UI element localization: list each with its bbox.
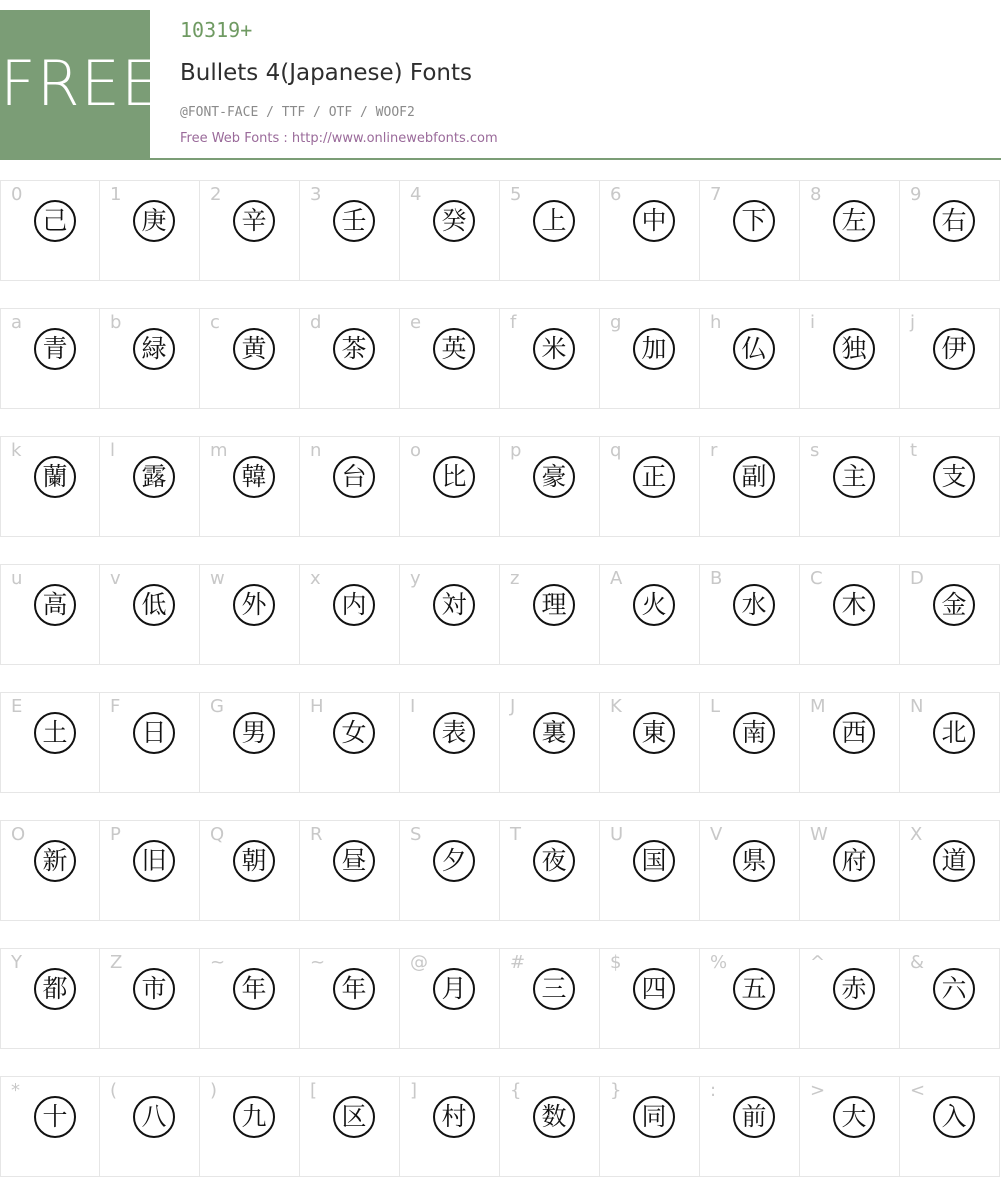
glyph-key-label: 2 (210, 184, 222, 205)
circled-glyph: 府 (833, 840, 875, 882)
glyph-cell[interactable] (200, 436, 300, 537)
glyph-cell[interactable] (500, 564, 600, 665)
circled-glyph: 表 (433, 712, 475, 754)
circled-glyph: 八 (133, 1096, 175, 1138)
circled-glyph: 道 (933, 840, 975, 882)
glyph-key-label: C (810, 568, 823, 589)
glyph-cell[interactable] (600, 692, 700, 793)
circled-glyph: 右 (933, 200, 975, 242)
glyph-key-label: Y (11, 952, 22, 973)
glyph-key-label: [ (310, 1080, 318, 1101)
glyph-cell[interactable] (700, 820, 800, 921)
glyph-key-label: v (110, 568, 121, 589)
glyph-cell[interactable] (300, 948, 400, 1049)
glyph-row (0, 180, 1001, 281)
glyph-key-label: u (11, 568, 23, 589)
glyph-cell[interactable] (800, 180, 900, 281)
circled-glyph: 南 (733, 712, 775, 754)
glyph-cell[interactable] (0, 564, 100, 665)
glyph-key-label: p (510, 440, 522, 461)
circled-glyph: 蘭 (34, 456, 76, 498)
glyph-cell[interactable] (100, 692, 200, 793)
circled-glyph: 木 (833, 584, 875, 626)
circled-glyph: 年 (333, 968, 375, 1010)
glyph-cell[interactable] (200, 948, 300, 1049)
glyph-cell[interactable] (200, 308, 300, 409)
glyph-cell[interactable] (100, 308, 200, 409)
circled-glyph: 数 (533, 1096, 575, 1138)
glyph-cell[interactable] (100, 436, 200, 537)
circled-glyph: 新 (34, 840, 76, 882)
glyph-key-label: 8 (810, 184, 822, 205)
glyph-cell[interactable] (600, 564, 700, 665)
circled-glyph: 露 (133, 456, 175, 498)
glyph-cell[interactable] (800, 948, 900, 1049)
glyph-key-label: & (910, 952, 925, 973)
glyph-cell[interactable] (200, 1076, 300, 1177)
circled-glyph: 市 (133, 968, 175, 1010)
circled-glyph: 副 (733, 456, 775, 498)
circled-glyph: 上 (533, 200, 575, 242)
page-header (0, 0, 1001, 160)
glyph-key-label: h (710, 312, 722, 333)
glyph-cell[interactable] (200, 820, 300, 921)
glyph-key-label: A (610, 568, 623, 589)
circled-glyph: 年 (233, 968, 275, 1010)
glyph-key-label: R (310, 824, 323, 845)
site-link[interactable]: Free Web Fonts : http://www.onlinewebfonts.com (180, 131, 498, 146)
font-formats: @FONT-FACE / TTF / OTF / WOOF2 (180, 105, 415, 120)
glyph-cell[interactable] (700, 692, 800, 793)
font-id: 10319+ (180, 18, 253, 42)
glyph-cell[interactable] (900, 820, 1000, 921)
glyph-cell[interactable] (900, 948, 1000, 1049)
glyph-cell[interactable] (200, 692, 300, 793)
glyph-key-label: 3 (310, 184, 322, 205)
glyph-key-label: m (210, 440, 228, 461)
glyph-key-label: n (310, 440, 322, 461)
glyph-key-label: ~ (310, 952, 326, 973)
circled-glyph: 左 (833, 200, 875, 242)
circled-glyph: 月 (433, 968, 475, 1010)
glyph-cell[interactable] (800, 308, 900, 409)
glyph-cell[interactable] (900, 308, 1000, 409)
glyph-cell[interactable] (800, 692, 900, 793)
header-divider (0, 158, 1001, 160)
circled-glyph: 村 (433, 1096, 475, 1138)
circled-glyph: 低 (133, 584, 175, 626)
circled-glyph: 金 (933, 584, 975, 626)
glyph-key-label: k (11, 440, 22, 461)
glyph-key-label: P (110, 824, 121, 845)
glyph-cell[interactable] (200, 180, 300, 281)
circled-glyph: 庚 (133, 200, 175, 242)
glyph-cell[interactable] (400, 308, 500, 409)
glyph-key-label: * (11, 1080, 20, 1101)
circled-glyph: 入 (933, 1096, 975, 1138)
glyph-cell[interactable] (900, 564, 1000, 665)
glyph-cell[interactable] (900, 436, 1000, 537)
glyph-row (0, 1076, 1001, 1177)
glyph-key-label: N (910, 696, 924, 717)
glyph-key-label: ^ (810, 952, 826, 973)
font-title[interactable]: Bullets 4(Japanese) Fonts (180, 60, 472, 86)
glyph-key-label: ) (210, 1080, 218, 1101)
glyph-cell[interactable] (700, 436, 800, 537)
circled-glyph: 土 (34, 712, 76, 754)
glyph-cell[interactable] (400, 436, 500, 537)
circled-glyph: 壬 (333, 200, 375, 242)
glyph-key-label: S (410, 824, 422, 845)
glyph-cell[interactable] (0, 436, 100, 537)
circled-glyph: 加 (633, 328, 675, 370)
glyph-cell[interactable] (600, 436, 700, 537)
glyph-key-label: g (610, 312, 622, 333)
glyph-key-label: V (710, 824, 723, 845)
glyph-cell[interactable] (600, 948, 700, 1049)
glyph-key-label: % (710, 952, 728, 973)
glyph-key-label: : (710, 1080, 717, 1101)
glyph-cell[interactable] (0, 180, 100, 281)
glyph-cell[interactable] (400, 692, 500, 793)
glyph-row (0, 948, 1001, 1049)
glyph-key-label: y (410, 568, 421, 589)
circled-glyph: 六 (933, 968, 975, 1010)
circled-glyph: 五 (733, 968, 775, 1010)
glyph-key-label: O (11, 824, 26, 845)
glyph-cell[interactable] (400, 1076, 500, 1177)
glyph-key-label: L (710, 696, 721, 717)
glyph-key-label: H (310, 696, 324, 717)
circled-glyph: 赤 (833, 968, 875, 1010)
circled-glyph: 正 (633, 456, 675, 498)
glyph-key-label: q (610, 440, 622, 461)
glyph-row (0, 436, 1001, 537)
glyph-cell[interactable] (600, 820, 700, 921)
circled-glyph: 外 (233, 584, 275, 626)
circled-glyph: 英 (433, 328, 475, 370)
glyph-cell[interactable] (600, 308, 700, 409)
glyph-cell[interactable] (800, 436, 900, 537)
circled-glyph: 仏 (733, 328, 775, 370)
circled-glyph: 主 (833, 456, 875, 498)
circled-glyph: 台 (333, 456, 375, 498)
glyph-row (0, 308, 1001, 409)
circled-glyph: 高 (34, 584, 76, 626)
circled-glyph: 朝 (233, 840, 275, 882)
glyph-row (0, 820, 1001, 921)
glyph-cell[interactable] (400, 564, 500, 665)
glyph-key-label: f (510, 312, 517, 333)
glyph-key-label: Q (210, 824, 225, 845)
glyph-cell[interactable] (900, 1076, 1000, 1177)
glyph-key-label: w (210, 568, 225, 589)
circled-glyph: 女 (333, 712, 375, 754)
glyph-cell[interactable] (700, 180, 800, 281)
circled-glyph: 昼 (333, 840, 375, 882)
glyph-key-label: b (110, 312, 122, 333)
circled-glyph: 北 (933, 712, 975, 754)
glyph-cell[interactable] (600, 180, 700, 281)
free-badge: FREE (0, 10, 150, 158)
glyph-key-label: X (910, 824, 923, 845)
glyph-cell[interactable] (500, 436, 600, 537)
glyph-cell[interactable] (0, 1076, 100, 1177)
glyph-cell[interactable] (0, 308, 100, 409)
glyph-key-label: z (510, 568, 520, 589)
glyph-key-label: K (610, 696, 622, 717)
glyph-row (0, 692, 1001, 793)
glyph-key-label: r (710, 440, 718, 461)
circled-glyph: 対 (433, 584, 475, 626)
glyph-cell[interactable] (200, 564, 300, 665)
glyph-cell[interactable] (100, 564, 200, 665)
circled-glyph: 茶 (333, 328, 375, 370)
glyph-key-label: D (910, 568, 924, 589)
circled-glyph: 夕 (433, 840, 475, 882)
glyph-key-label: d (310, 312, 322, 333)
circled-glyph: 韓 (233, 456, 275, 498)
circled-glyph: 支 (933, 456, 975, 498)
glyph-cell[interactable] (100, 180, 200, 281)
circled-glyph: 夜 (533, 840, 575, 882)
glyph-cell[interactable] (400, 180, 500, 281)
glyph-key-label: x (310, 568, 321, 589)
circled-glyph: 九 (233, 1096, 275, 1138)
glyph-cell[interactable] (700, 564, 800, 665)
glyph-key-label: U (610, 824, 624, 845)
glyph-key-label: ( (110, 1080, 118, 1101)
circled-glyph: 十 (34, 1096, 76, 1138)
circled-glyph: 都 (34, 968, 76, 1010)
glyph-key-label: { (510, 1080, 522, 1101)
glyph-key-label: o (410, 440, 422, 461)
circled-glyph: 癸 (433, 200, 475, 242)
glyph-key-label: i (810, 312, 816, 333)
circled-glyph: 豪 (533, 456, 575, 498)
glyph-key-label: 5 (510, 184, 522, 205)
circled-glyph: 三 (533, 968, 575, 1010)
glyph-key-label: 1 (110, 184, 122, 205)
glyph-key-label: ] (410, 1080, 418, 1101)
glyph-key-label: $ (610, 952, 622, 973)
glyph-key-label: F (110, 696, 121, 717)
circled-glyph: 旧 (133, 840, 175, 882)
circled-glyph: 同 (633, 1096, 675, 1138)
glyph-key-label: W (810, 824, 828, 845)
circled-glyph: 四 (633, 968, 675, 1010)
circled-glyph: 県 (733, 840, 775, 882)
circled-glyph: 大 (833, 1096, 875, 1138)
glyph-cell[interactable] (900, 692, 1000, 793)
glyph-key-label: T (510, 824, 521, 845)
glyph-key-label: t (910, 440, 918, 461)
glyph-key-label: 6 (610, 184, 622, 205)
circled-glyph: 裏 (533, 712, 575, 754)
circled-glyph: 比 (433, 456, 475, 498)
circled-glyph: 緑 (133, 328, 175, 370)
glyph-cell[interactable] (700, 308, 800, 409)
glyph-key-label: s (810, 440, 820, 461)
circled-glyph: 辛 (233, 200, 275, 242)
glyph-cell[interactable] (500, 820, 600, 921)
glyph-cell[interactable] (700, 948, 800, 1049)
glyph-cell[interactable] (500, 180, 600, 281)
glyph-cell[interactable] (600, 1076, 700, 1177)
glyph-cell[interactable] (300, 436, 400, 537)
glyph-key-label: 9 (910, 184, 922, 205)
glyph-cell[interactable] (400, 820, 500, 921)
glyph-cell[interactable] (800, 564, 900, 665)
glyph-key-label: @ (410, 952, 428, 973)
circled-glyph: 水 (733, 584, 775, 626)
glyph-cell[interactable] (300, 692, 400, 793)
glyph-key-label: M (810, 696, 826, 717)
circled-glyph: 青 (34, 328, 76, 370)
circled-glyph: 米 (533, 328, 575, 370)
glyph-key-label: 0 (11, 184, 23, 205)
glyph-cell[interactable] (100, 948, 200, 1049)
glyph-cell[interactable] (0, 692, 100, 793)
circled-glyph: 国 (633, 840, 675, 882)
circled-glyph: 中 (633, 200, 675, 242)
glyph-key-label: } (610, 1080, 622, 1101)
glyph-key-label: Z (110, 952, 123, 973)
glyph-key-label: < (910, 1080, 926, 1101)
glyph-key-label: j (910, 312, 916, 333)
circled-glyph: 理 (533, 584, 575, 626)
glyph-cell[interactable] (100, 820, 200, 921)
glyph-cell[interactable] (300, 820, 400, 921)
circled-glyph: 東 (633, 712, 675, 754)
glyph-key-label: B (710, 568, 723, 589)
glyph-key-label: E (11, 696, 23, 717)
circled-glyph: 日 (133, 712, 175, 754)
glyph-key-label: # (510, 952, 526, 973)
glyph-key-label: I (410, 696, 416, 717)
glyph-key-label: c (210, 312, 220, 333)
glyph-key-label: l (110, 440, 116, 461)
glyph-cell[interactable] (300, 308, 400, 409)
circled-glyph: 黄 (233, 328, 275, 370)
glyph-cell[interactable] (300, 1076, 400, 1177)
circled-glyph: 西 (833, 712, 875, 754)
glyph-key-label: ~ (210, 952, 226, 973)
circled-glyph: 己 (34, 200, 76, 242)
circled-glyph: 伊 (933, 328, 975, 370)
glyph-cell[interactable] (400, 948, 500, 1049)
glyph-key-label: 7 (710, 184, 722, 205)
glyph-cell[interactable] (500, 948, 600, 1049)
glyph-cell[interactable] (700, 1076, 800, 1177)
circled-glyph: 独 (833, 328, 875, 370)
circled-glyph: 火 (633, 584, 675, 626)
glyph-key-label: G (210, 696, 224, 717)
glyph-cell[interactable] (500, 308, 600, 409)
glyph-cell[interactable] (500, 692, 600, 793)
glyph-cell[interactable] (100, 1076, 200, 1177)
circled-glyph: 男 (233, 712, 275, 754)
circled-glyph: 前 (733, 1096, 775, 1138)
glyph-key-label: J (510, 696, 516, 717)
glyph-cell[interactable] (500, 1076, 600, 1177)
glyph-cell[interactable] (800, 820, 900, 921)
glyph-cell[interactable] (300, 564, 400, 665)
circled-glyph: 内 (333, 584, 375, 626)
glyph-cell[interactable] (900, 180, 1000, 281)
glyph-key-label: 4 (410, 184, 422, 205)
glyph-cell[interactable] (0, 820, 100, 921)
glyph-row (0, 564, 1001, 665)
glyph-cell[interactable] (300, 180, 400, 281)
glyph-cell[interactable] (0, 948, 100, 1049)
circled-glyph: 区 (333, 1096, 375, 1138)
glyph-key-label: > (810, 1080, 826, 1101)
glyph-cell[interactable] (800, 1076, 900, 1177)
glyph-key-label: e (410, 312, 422, 333)
circled-glyph: 下 (733, 200, 775, 242)
glyph-key-label: a (11, 312, 23, 333)
